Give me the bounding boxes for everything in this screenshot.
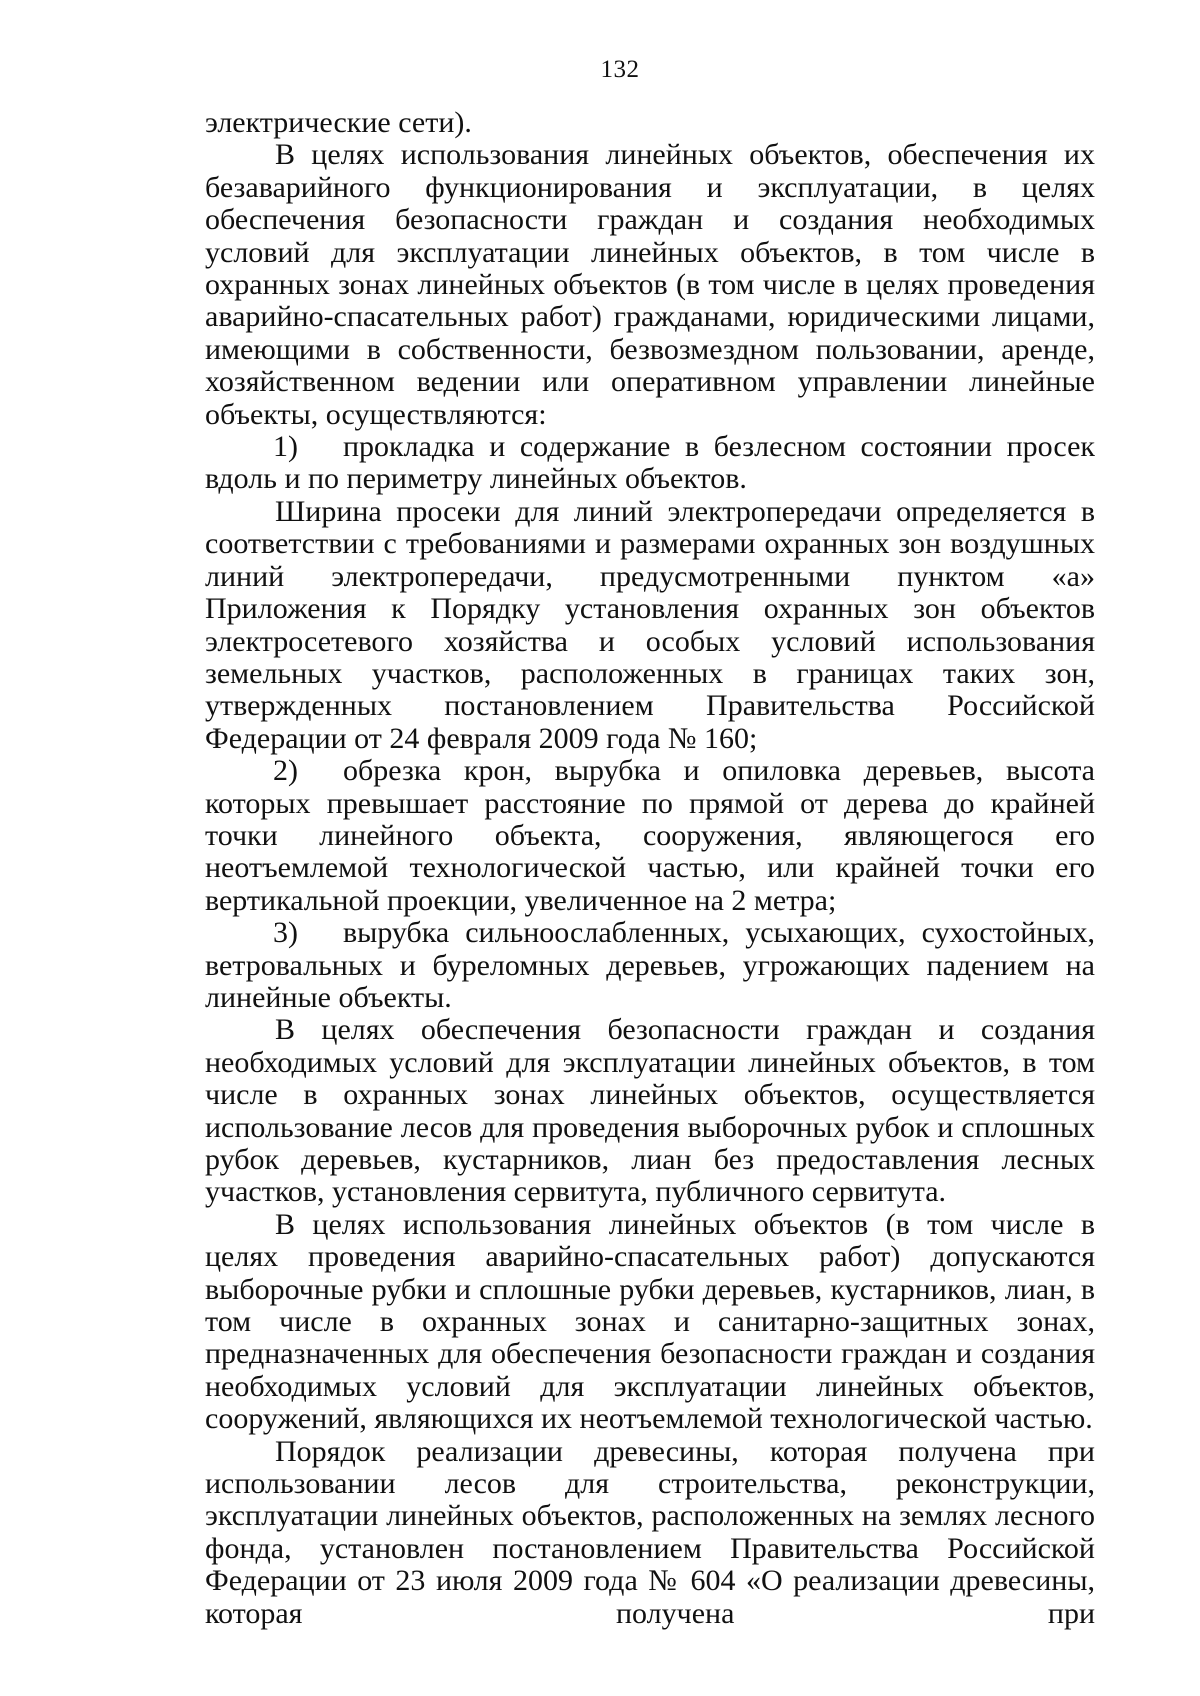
list-item-text: обрезка крон, вырубка и опиловка деревьев, высота которых превышает расстояние по прямой от дерева до крайней точки линейного объекта, сооружения, являющегося его неотъемлемой технологической частью, или крайней точки его вертикальной проекции, увеличенное на 2 метра; [205, 754, 1095, 917]
page-number: 132 [600, 56, 640, 83]
paragraph-continuation: электрические сети). [205, 106, 472, 139]
list-item-text: вырубка сильноослабленных, усыхающих, сухостойных, ветровальных и буреломных деревьев, угрожающих падением на линейные объекты. [205, 916, 1095, 1014]
document-body [205, 107, 1095, 1630]
paragraph-linear-objects-purpose: В целях использования линейных объектов, обеспечения их безаварийного функционирования и эксплуатации, в целях обеспечения безопасности граждан и создания необходимых условий для эксплуатации линейных объектов, в том числе в охранных зонах линейных объектов (в том числе в целях проведения аварийно-спасательных работ) гражданами, юридическими лицами, имеющими в собственности, безвозмездном пользовании, аренде, хозяйственном ведении или оперативном управлении линейные объекты, осуществляются: [205, 138, 1095, 431]
list-item-number: 1) [273, 430, 298, 464]
list-item-number: 3) [273, 916, 298, 950]
paragraph-clearing-width: Ширина просеки для линий электропередачи определяется в соответствии с требованиями и размерами охранных зон воздушных линий электропередачи, предусмотренными пунктом «а» Приложения к Порядку установления охранных зон объектов электросетевого хозяйства и особых условий использования земельных участков, расположенных в границах таких зон, утвержденных постановлением Правительства Российской Федерации от 24 февраля 2009 года № 160; [205, 494, 1095, 755]
paragraph-timber-sale-order: Порядок реализации древесины, которая получена при использовании лесов для строительства, реконструкции, эксплуатации линейных объектов, расположенных на землях лесного фонда, установлен постановлением Правительства Российской Федерации от 23 июля 2009 года № 604 «О реализации древесины, которая получена при [205, 1434, 1095, 1630]
list-item-2 [205, 755, 1095, 917]
list-item-number: 2) [273, 754, 298, 788]
list-item-3 [205, 917, 1095, 1014]
list-item-text: прокладка и содержание в безлесном состоянии просек вдоль и по периметру линейных объектов. [205, 430, 1095, 496]
paragraph-forest-use: В целях обеспечения безопасности граждан и создания необходимых условий для эксплуатации линейных объектов, в том числе в охранных зонах линейных объектов, осуществляется использование лесов для проведения выборочных рубок и сплошных рубок деревьев, кустарников, лиан без предоставления лесных участков, установления сервитута, публичного сервитута. [205, 1013, 1095, 1209]
paragraph-selective-cutting: В целях использования линейных объектов (в том числе в целях проведения аварийно-спасательных работ) допускаются выборочные рубки и сплошные рубки деревьев, кустарников, лиан, в том числе в охранных зонах и санитарно-защитных зонах, предназначенных для обеспечения безопасности граждан и создания необходимых условий для эксплуатации линейных объектов, сооружений, являющихся их неотъемлемой технологической частью. [205, 1207, 1095, 1436]
list-item-1 [205, 431, 1095, 496]
